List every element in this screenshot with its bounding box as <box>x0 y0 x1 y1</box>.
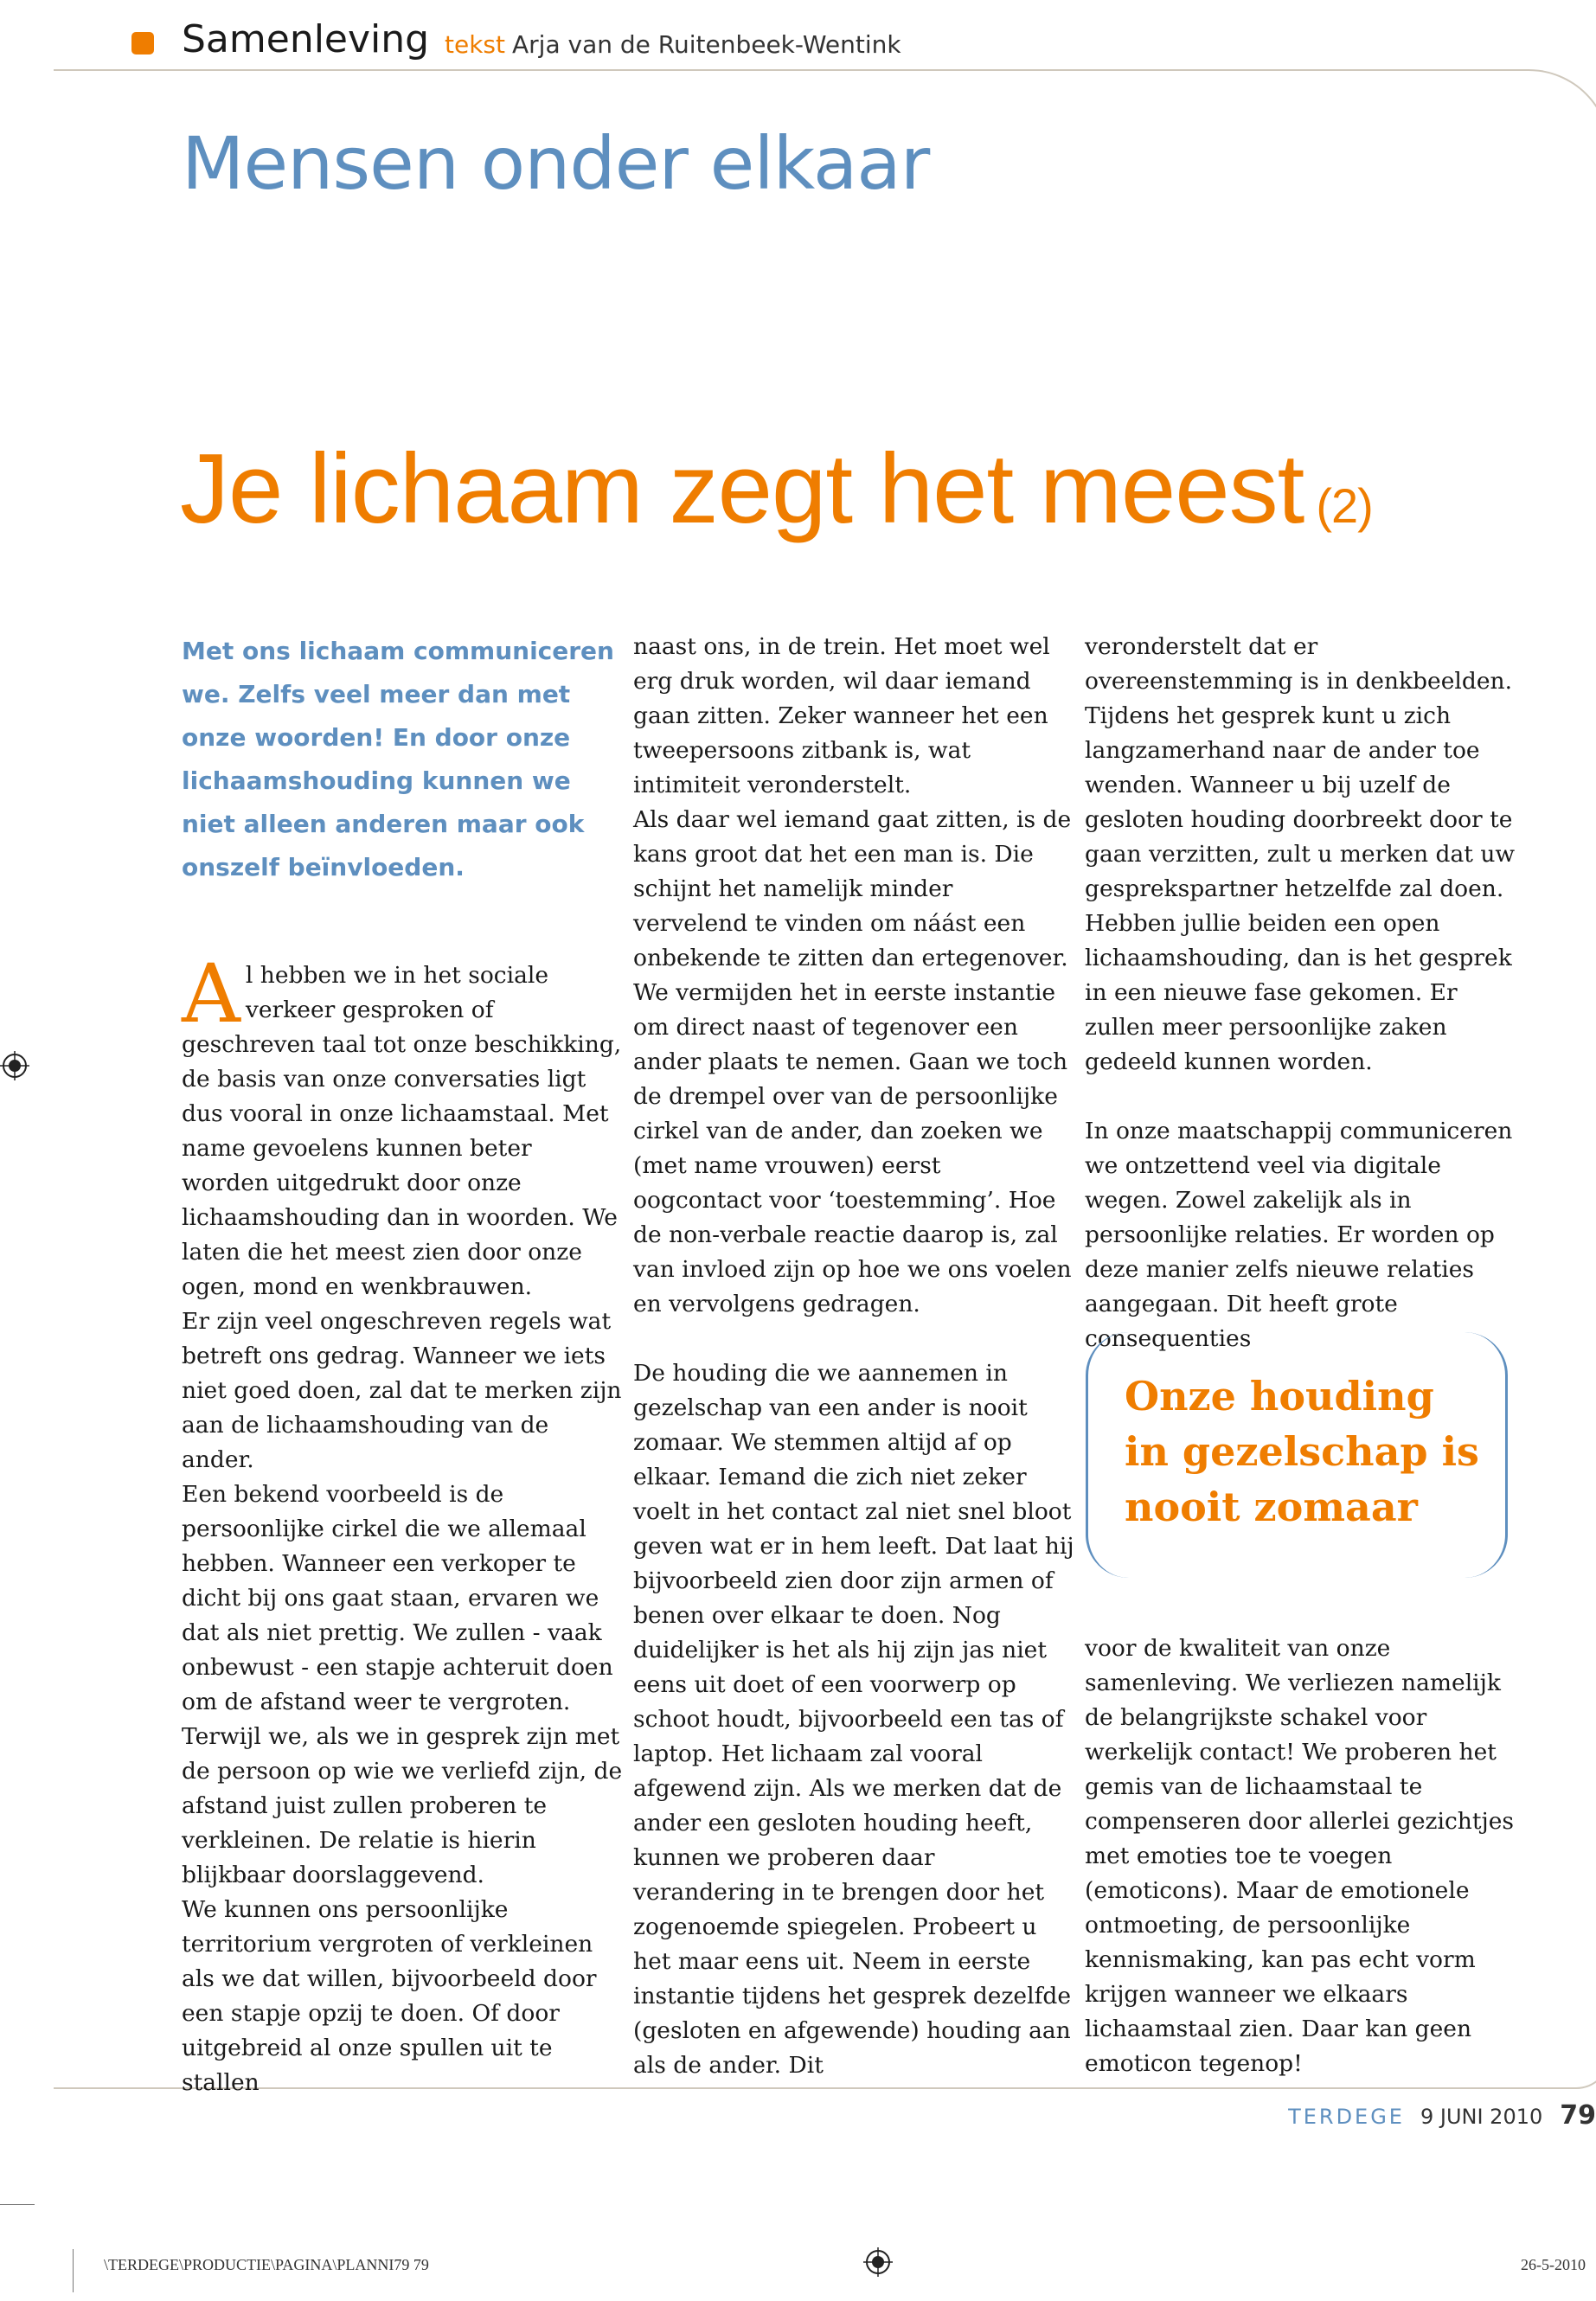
lead-paragraph: Met ons lichaam communiceren we. Zelfs veel meer dan met onze woorden! En door onze lichaamshouding kunnen we niet alleen anderen maar ook onszelf beïnvloeden. <box>182 637 614 881</box>
body-paragraph: In onze maatschappij communiceren we ontzettend veel via digitale wegen. Zowel zakelijk als in persoonlijke relaties. Er worden op deze manier zelfs nieuwe relaties aangegaan. Dit heeft grote consequenties <box>1085 1118 1513 1352</box>
body-paragraph: Als daar wel iemand gaat zitten, is de kans groot dat het een man is. Die schijnt het namelijk minder vervelend te vinden om náást een onbekende te zitten dan ertegenover. <box>633 806 1072 971</box>
body-paragraph: naast ons, in de trein. Het moet wel erg druk worden, wil daar iemand gaan zitten. Zeker wanneer het een tweepersoons zitbank is, wat intimiteit veronderstelt. <box>633 633 1050 798</box>
pull-quote-box <box>1086 1332 1508 1578</box>
body-paragraph <box>182 947 623 1304</box>
byline-author: Arja van de Ruitenbeek-Wentink <box>512 30 901 59</box>
crop-mark <box>0 2204 35 2205</box>
body-paragraph: We kunnen ons persoonlijke territorium vergroten of verkleinen als we dat willen, bijvoorbeeld door een stapje opzij te doen. Of door uitgebreid al onze spullen uit te stallen <box>182 1896 597 2096</box>
column-3-continued <box>1085 1631 1526 2081</box>
issue-date: 9 JUNI 2010 <box>1420 2105 1543 2129</box>
registration-mark-icon <box>0 1051 29 1080</box>
drop-cap: A <box>182 947 240 1042</box>
body-paragraph: veronderstelt dat er overeenstemming is in denkbeelden. Tijdens het gesprek kunt u zich langzamerhand naar de ander toe wenden. Wanneer u bij uzelf de gesloten houding doorbreekt door te gaan verzitten, zult u merken dat uw gesprekspartner hetzelfde zal doen. Hebben jullie beiden een open lichaamshouding, dan is het gesprek in een nieuwe fase gekomen. Er zullen meer persoonlijke zaken gedeeld kunnen worden. <box>1085 633 1516 1075</box>
body-paragraph: Een bekend voorbeeld is de persoonlijke cirkel die we allemaal hebben. Wanneer een verkoper te dicht bij ons gaat staan, ervaren we dat als niet prettig. We zullen - vaak onbewust - een stapje achteruit doen om de afstand weer te vergroten. Terwijl we, als we in gesprek zijn met de persoon op wie we verliefd zijn, de afstand juist zullen proberen te verkleinen. De relatie is hierin blijkbaar doorslaggevend. <box>182 1481 623 1888</box>
section-marker <box>131 32 154 54</box>
column-2 <box>633 630 1074 2083</box>
kicker-title: Mensen onder elkaar <box>182 121 930 206</box>
registration-mark-icon <box>863 2247 893 2277</box>
body-paragraph: De houding die we aannemen in gezelschap van een ander is nooit zomaar. We stemmen altijd af op elkaar. Iemand die zich niet zeker voelt in het contact zal niet snel bloot geven wat er in hem leeft. Dat laat hij bijvoorbeeld zien door zijn armen of benen over elkaar te doen. Nog duidelijker is het als hij zijn jas niet eens uit doet of een voorwerp op schoot houdt, bijvoorbeeld een tas of laptop. Het lichaam zal vooral afgewend zijn. Als we merken dat de ander een gesloten houding heeft, kunnen we proberen daar verandering in te brengen door het zogenoemde spiegelen. Probeert u het maar eens uit. Neem in eerste instantie tijdens het gesprek dezelfde (gesloten en afgewende) houding aan als de ander. Dit <box>633 1360 1074 2079</box>
body-text: l hebben we in het sociale verkeer gesproken of geschreven taal tot onze beschikking, de basis van onze conversaties ligt dus vooral in onze lichaamstaal. Met name gevoelens kunnen beter worden uitgedrukt door onze lichaamshouding dan in woorden. We laten die het meest zien door onze ogen, mond en wenkbrauwen. <box>182 962 622 1300</box>
headline <box>180 433 1373 546</box>
headline-title: Je lichaam zegt het meest <box>180 434 1304 544</box>
body-paragraph: Er zijn veel ongeschreven regels wat betreft ons gedrag. Wanneer we iets niet goed doen, zal dat te merken zijn aan de lichaamshouding van de ander. <box>182 1308 622 1473</box>
body-paragraph: voor de kwaliteit van onze samenleving. We verliezen namelijk de belangrijkste schakel voor werkelijk contact! We proberen het gemis van de lichaamstaal te compenseren door allerlei gezichtjes met emoties toe te voegen (emoticons). Maar de emotionele ontmoeting, de persoonlijke kennismaking, kan pas echt vorm krijgen wanneer we elkaars lichaamstaal zien. Daar kan geen emoticon tegenop! <box>1085 1635 1515 2077</box>
print-slug-date: 26-5-2010 <box>1521 2256 1586 2273</box>
pull-quote: Onze houding in gezelschap is nooit zomaar <box>1125 1373 1479 1530</box>
body-paragraph: We vermijden het in eerste instantie om direct naast of tegenover een ander plaats te nemen. Gaan we toch de drempel over van de persoonlijke cirkel van de ander, dan zoeken we (met name vrouwen) eerst oogcontact voor ‘toestemming’. Hoe de non-verbale reactie daarop is, zal van invloed zijn op hoe we ons voelen en vervolgens gedragen. <box>633 979 1072 1317</box>
headline-part-number: (2) <box>1316 478 1373 533</box>
magazine-name: TERDEGE <box>1288 2105 1405 2129</box>
section-name: Samenleving <box>182 17 430 61</box>
page-number: 79 <box>1560 2100 1596 2131</box>
print-slug-path: \TERDEGE\PRODUCTIE\PAGINA\PLANNI79 79 <box>104 2256 429 2273</box>
paragraph-gap <box>1085 1080 1526 1114</box>
page-footer <box>1288 2100 1596 2131</box>
column-1 <box>182 630 623 2100</box>
paragraph-gap <box>633 1322 1074 1356</box>
crop-mark <box>73 2249 74 2292</box>
byline <box>445 30 901 59</box>
byline-label: tekst <box>445 30 505 59</box>
column-3 <box>1085 630 1526 1356</box>
